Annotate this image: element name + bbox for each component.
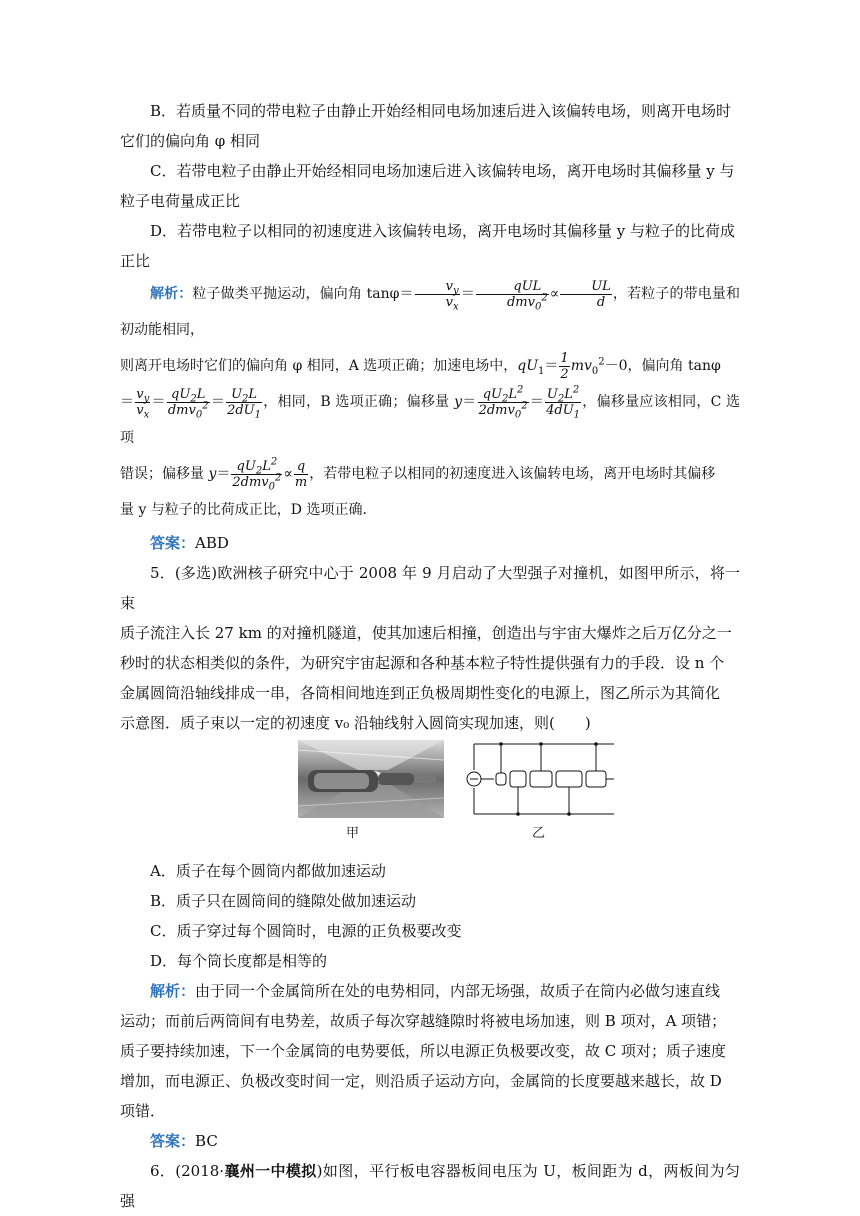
solution-text: 质子要持续加速，下一个金属筒的电势要低，所以电源正负极要改变，故 C 项对；质子速度 (120, 1042, 727, 1060)
formula-fraction: $\frac{U_2L}{2dU_1}$ (227, 386, 262, 421)
question-text: )如图，平行板电容器板间电压为 U，板间距为 d，两板间为匀强 (120, 1162, 740, 1210)
solution-4: 解析：粒子做类平抛运动，偏向角 tanφ＝ $\frac{v_y}{v_x}$ ＝ $\frac{\text{qUL}}{dmv_0^2}$ ∝ $\frac{UL}{d}$ ，若粒子的带电量和初动能相同， 则离开电场时它们的偏向角 φ 相同，A 选项正确；加速电场中，$qU_1=$ $\frac{1}{2}$ $mv_0^2-0$，偏向角 tanφ ＝ $\frac{v_y}{v_x}$ ＝ $\frac{qU_2L}{dmv_0^2}$ ＝ $\frac{U_2L}{2dU_1}$ ，相同，B 选项正确；偏移量 y＝ $\frac{qU_2L^2}{2dmv_0^2}$ ＝ $\frac{U_2L^2}{4dU_1}$ ，偏移量应该相同，C 选项 错误；偏移量 y＝ $\frac{qU_2L^2}{2dmv_0^2}$ ∝ $\frac{q}{m}$ ，若带电粒子以相同的初速度进入该偏转电场，离开电场时其偏移 量 y 与粒子的比荷成正比，D 选项正确． (120, 276, 740, 528)
solution-text: 项错． (120, 1102, 166, 1120)
solution-5 (120, 976, 740, 1126)
option-b-line2: 它们的偏向角 φ 相同 (120, 132, 261, 150)
solution-text: ，若粒子的带电量和初动能相同， (120, 286, 741, 338)
question-source: 襄州一中模拟 (224, 1162, 317, 1180)
figure-caption-jia: 甲 (346, 826, 360, 841)
option-b-line1: B．若质量不同的带电粒子由静止开始经相同电场加速后进入该偏转电场，则离开电场时 (150, 102, 732, 120)
question-text: 6．(2018· (150, 1162, 225, 1180)
solution-text: 则离开电场时它们的偏向角 φ 相同，A 选项正确；加速电场中， (120, 358, 518, 374)
solution-text: ，若带电粒子以相同的初速度进入该偏转电场，离开电场时其偏移 (309, 466, 716, 482)
solution-text: ，偏移量应该相同，C 选项 (120, 394, 741, 446)
formula-fraction: $\frac{qU_2L^2}{2dmv_0^2}$ (478, 384, 528, 421)
option-d-line2: 正比 (120, 252, 151, 270)
solution-text: 运动；而前后两筒间有电势差，故质子每次穿越缝隙时将被电场加速，则 B 项对，A 项错； (120, 1012, 727, 1030)
formula-fraction: $\frac{\text{qUL}}{dmv_0^2}$ (476, 279, 549, 310)
collider-tunnel-photo (298, 740, 444, 818)
formula-fraction: $\frac{qU_2L^2}{2dmv_0^2}$ (232, 456, 282, 493)
answer-4 (120, 528, 740, 558)
option-c-line1: C．若带电粒子由静止开始经相同电场加速后进入该偏转电场，离开电场时其偏移量 y 与 (150, 162, 735, 180)
question-text: 质子流注入长 27 km 的对撞机隧道，使其加速后相撞，创造出与宇宙大爆炸之后万亿分之一 (120, 624, 732, 642)
question-text: 示意图．质子束以一定的初速度 v₀ 沿轴线射入圆筒实现加速，则( ) (120, 714, 591, 732)
option-d: D．每个筒长度都是相等的 (150, 952, 328, 970)
question-text: 秒时的状态相类似的条件，为研究宇宙起源和各种基本粒子特性提供强有力的手段．设 n 个 (120, 654, 725, 672)
option-c-line2: 粒子电荷量成正比 (120, 192, 241, 210)
formula-fraction: $\frac{v_y}{v_x}$ (136, 386, 150, 421)
solution-text: 由于同一个金属筒所在处的电势相同，内部无场强，故质子在筒内必做匀速直线 (195, 982, 721, 1000)
solution-text: ，相同，B 选项正确；偏移量 (263, 394, 455, 410)
question-5 (120, 558, 740, 976)
option-d-line1: D．若带电粒子以相同的初速度进入该偏转电场，离开电场时其偏移量 y 与粒子的比荷成 (150, 222, 736, 240)
formula-fraction: $\frac{v_y}{v_x}$ (415, 279, 460, 310)
solution-text: 粒子做类平抛运动，偏向角 tanφ＝ (192, 286, 414, 302)
solution-text: 错误；偏移量 (120, 466, 209, 482)
solution-label: 解析： (150, 286, 193, 302)
document-page (120, 96, 740, 1216)
question-6 (120, 1156, 740, 1216)
answer-label: 答案： (150, 534, 196, 552)
answer-value: ABD (195, 534, 229, 552)
formula-fraction: $\frac{UL}{d}$ (560, 279, 612, 310)
option-b: B．质子只在圆筒间的缝隙处做加速运动 (150, 892, 417, 910)
answer-value: BC (195, 1132, 218, 1150)
option-c: C．质子穿过每个圆筒时，电源的正负极要改变 (150, 922, 462, 940)
accelerator-circuit-diagram (434, 740, 620, 818)
answer-label: 答案： (150, 1132, 196, 1150)
figures (120, 740, 740, 852)
question-text: 金属圆筒沿轴线排成一串，各筒相间地连到正负极周期性变化的电源上，图乙所示为其简化 (120, 684, 721, 702)
solution-text: 增加，而电源正、负极改变时间一定，则沿质子运动方向，金属筒的长度要越来越长，故 D (120, 1072, 722, 1090)
answer-5 (120, 1126, 740, 1156)
figure-caption-yi: 乙 (532, 826, 546, 841)
question-text: 5．(多选)欧洲核子研究中心于 2008 年 9 月启动了大型强子对撞机，如图甲所示，将一束 (120, 564, 740, 612)
formula-fraction: $\frac{U_2L^2}{4dU_1}$ (546, 384, 581, 421)
formula-fraction: $\frac{qU_2L}{dmv_0^2}$ (167, 386, 209, 421)
solution-text: 量 y 与粒子的比荷成正比，D 选项正确． (120, 502, 377, 518)
formula-fraction: $\frac{1}{2}$ (560, 350, 569, 382)
solution-text: ，偏向角 tanφ (627, 358, 721, 374)
solution-label: 解析： (150, 982, 196, 1000)
formula-fraction: $\frac{q}{m}$ (294, 458, 308, 490)
option-a: A．质子在每个圆筒内都做加速运动 (150, 862, 386, 880)
